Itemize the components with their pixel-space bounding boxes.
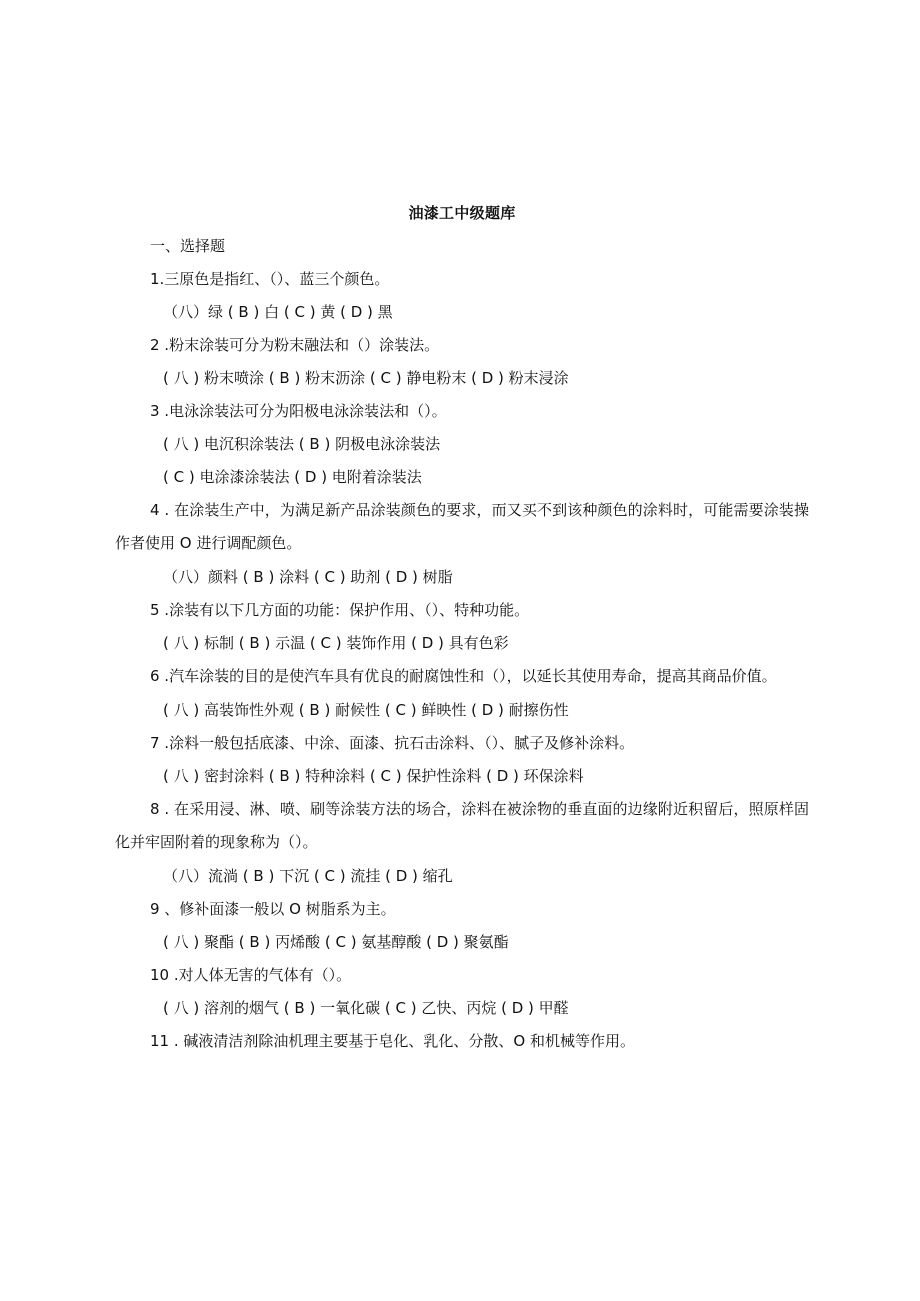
question-3: 3 .电泳涂装法可分为阳极电泳涂装法和（）。	[150, 402, 447, 420]
document-body	[115, 202, 809, 1063]
question-1: 1.三原色是指红、（）、蓝三个颜色。	[150, 270, 390, 288]
question-6-options: ( 八 ) 高装饰性外观 ( B ) 耐候性 ( C ) 鲜映性 ( D ) 耐擦伤性	[163, 701, 569, 719]
question-5: 5 .涂装有以下几方面的功能：保护作用、（）、特种功能。	[150, 601, 530, 619]
question-5-options: ( 八 ) 标制 ( B ) 示温 ( C ) 装饰作用 ( D ) 具有色彩	[163, 634, 509, 652]
question-2: 2 .粉末涂装可分为粉末融法和（）涂装法。	[150, 336, 440, 354]
question-10: 10 .对人体无害的气体有（）。	[150, 966, 352, 984]
question-4-options: （八）颜料 ( B ) 涂料 ( C ) 助剂 ( D ) 树脂	[163, 568, 453, 586]
question-7: 7 .涂料一般包括底漆、中涂、面漆、抗石击涂料、（）、腻子及修补涂料。	[150, 734, 635, 752]
question-2-options: ( 八 ) 粉末喷涂 ( B ) 粉末沥涂 ( C ) 静电粉末 ( D ) 粉末浸涂	[163, 369, 569, 387]
question-9: 9 、修补面漆一般以 O 树脂系为主。	[150, 900, 396, 918]
question-8: 8 . 在采用浸、淋、喷、刷等涂装方法的场合，涂料在被涂物的垂直面的边缘附近积留后，照原样固化并牢固附着的现象称为（）。	[115, 800, 809, 851]
question-7-options: ( 八 ) 密封涂料 ( B ) 特种涂料 ( C ) 保护性涂料 ( D ) 环保涂料	[163, 767, 584, 785]
question-3-options-b: ( C ) 电涂漆涂装法 ( D ) 电附着涂装法	[163, 468, 422, 486]
question-6: 6 .汽车涂装的目的是使汽车具有优良的耐腐蚀性和（），以延长其使用寿命，提高其商品价值。	[150, 667, 777, 685]
question-3-options-a: ( 八 ) 电沉积涂装法 ( B ) 阴极电泳涂装法	[163, 435, 441, 453]
question-9-options: ( 八 ) 聚酯 ( B ) 丙烯酸 ( C ) 氨基醇酸 ( D ) 聚氨酯	[163, 933, 509, 951]
section-heading: 一、选择题	[150, 237, 226, 255]
question-10-options: ( 八 ) 溶剂的烟气 ( B ) 一氧化碳 ( C ) 乙快、丙烷 ( D ) 甲醛	[163, 999, 569, 1017]
page-title: 油漆工中级题库	[408, 204, 516, 222]
question-1-options: （八）绿 ( B ) 白 ( C ) 黄 ( D ) 黑	[163, 303, 393, 321]
question-11: 11 . 碱液清洁剂除油机理主要基于皂化、乳化、分散、O 和机械等作用。	[150, 1032, 635, 1050]
question-4: 4 . 在涂装生产中，为满足新产品涂装颜色的要求，而又买不到该种颜色的涂料时，可能需要涂装操作者使用 O 进行调配颜色。	[115, 501, 809, 552]
question-8-options: （八）流淌 ( B ) 下沉 ( C ) 流挂 ( D ) 缩孔	[163, 867, 453, 885]
